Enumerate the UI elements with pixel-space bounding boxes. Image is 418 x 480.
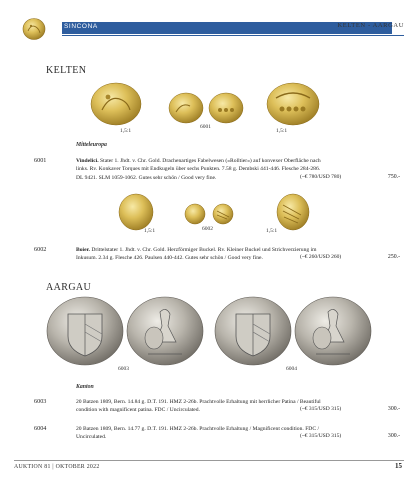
coin-6002-obverse-2: [184, 203, 206, 225]
lot-number: 6001: [34, 157, 47, 164]
lot-desc-line: condition with magnificent patina. FDC / Uncirculated.: [76, 407, 200, 414]
lot-name: Boier.: [76, 247, 90, 253]
section-title-aargau: AARGAU: [46, 282, 92, 293]
header-rule: [62, 35, 404, 36]
section-title-kelten: KELTEN: [46, 65, 87, 76]
coin-6002-obverse-1: [118, 193, 154, 231]
lot-desc-line: Inkusum. 2.34 g. Flesche 426. Paulsen 440-442. Gutes sehr schön / Good very fine.: [76, 255, 263, 262]
lot-desc-line: Drittelstater 1. Jhdt. v. Chr. Gold. Herzförmiger Buckel. Rv. Kleiner Buckel und Strichverzierung im: [91, 247, 317, 253]
coin-6002-reverse-2: [212, 203, 234, 225]
photo-label: 6001: [200, 124, 211, 130]
lot-desc-line: Stater 1. Jhdt. v. Chr. Gold. Drachenartiges Fabelwesen (»Rolltier«) auf konvexer Oberfläche nach: [100, 158, 321, 164]
scale-label: 1,5:1: [144, 228, 156, 234]
region-heading: Mitteleuropa: [76, 142, 107, 148]
lot-estimate: (~€ 780/USD 780): [300, 174, 342, 180]
lot-estimate: (~€ 315/USD 315): [300, 433, 342, 439]
photo-label: 6003: [118, 366, 129, 372]
scale-label: 1,5:1: [276, 128, 288, 134]
section-header: KELTEN - AARGAU: [337, 22, 404, 29]
coin-6004-obverse: [214, 296, 292, 366]
coin-6001-obverse-1: [90, 82, 142, 126]
lot-price: 750.-: [387, 174, 400, 180]
photo-label: 6002: [202, 226, 213, 232]
coin-6003-obverse: [46, 296, 124, 366]
brand-label: SINCONA: [64, 23, 98, 30]
lot-price: 300.-: [387, 433, 400, 439]
lot-number: 6004: [34, 425, 47, 432]
lot-desc-line: links. Rv. Konkaver Torques mit Endkugeln über sechs Punkten. 7.58 g. Dembski 441-446. Flesche 284-286.: [76, 166, 321, 173]
coin-6001-obverse-2: [168, 92, 204, 124]
lot-name: Vindelici.: [76, 158, 99, 164]
coin-6004-reverse: [294, 296, 372, 366]
lot-number: 6003: [34, 398, 47, 405]
lot-estimate: (~€ 315/USD 315): [300, 406, 342, 412]
gold-coin-logo-icon: [22, 17, 50, 41]
footer-rule: [14, 460, 404, 461]
lot-desc-line: DL 9421. SLM 1059-1062. Gutes sehr schön / Good very fine.: [76, 174, 217, 181]
photo-label: 6004: [286, 366, 297, 372]
lot-desc-line: 20 Batzen 1809, Bern. 14.77 g. D.T. 191. HMZ 2-26b. Prachtvolle Erhaltung / Magnificent condition. FDC /: [76, 426, 320, 432]
lot-number: 6002: [34, 246, 47, 253]
lot-price: 250.-: [387, 254, 400, 260]
footer-auction: AUKTION 81 | OKTOBER 2022: [14, 464, 100, 470]
region-heading: Kanton: [76, 384, 94, 390]
lot-price: 300.-: [387, 406, 400, 412]
lot-desc-line: Uncirculated.: [76, 434, 107, 441]
lot-estimate: (~€ 260/USD 260): [300, 254, 342, 260]
coin-6002-reverse-1: [276, 193, 310, 231]
coin-6001-reverse-1: [266, 82, 320, 126]
coin-6003-reverse: [126, 296, 204, 366]
scale-label: 1,5:1: [266, 228, 278, 234]
scale-label: 1,5:1: [120, 128, 132, 134]
lot-desc-line: 20 Batzen 1809, Bern. 14.84 g. D.T. 191. HMZ 2-26b. Prachtvolle Erhaltung mit herrlicher Patina / Beautiful: [76, 399, 321, 405]
coin-6001-reverse-2: [208, 92, 244, 124]
page-number: 15: [395, 462, 402, 470]
